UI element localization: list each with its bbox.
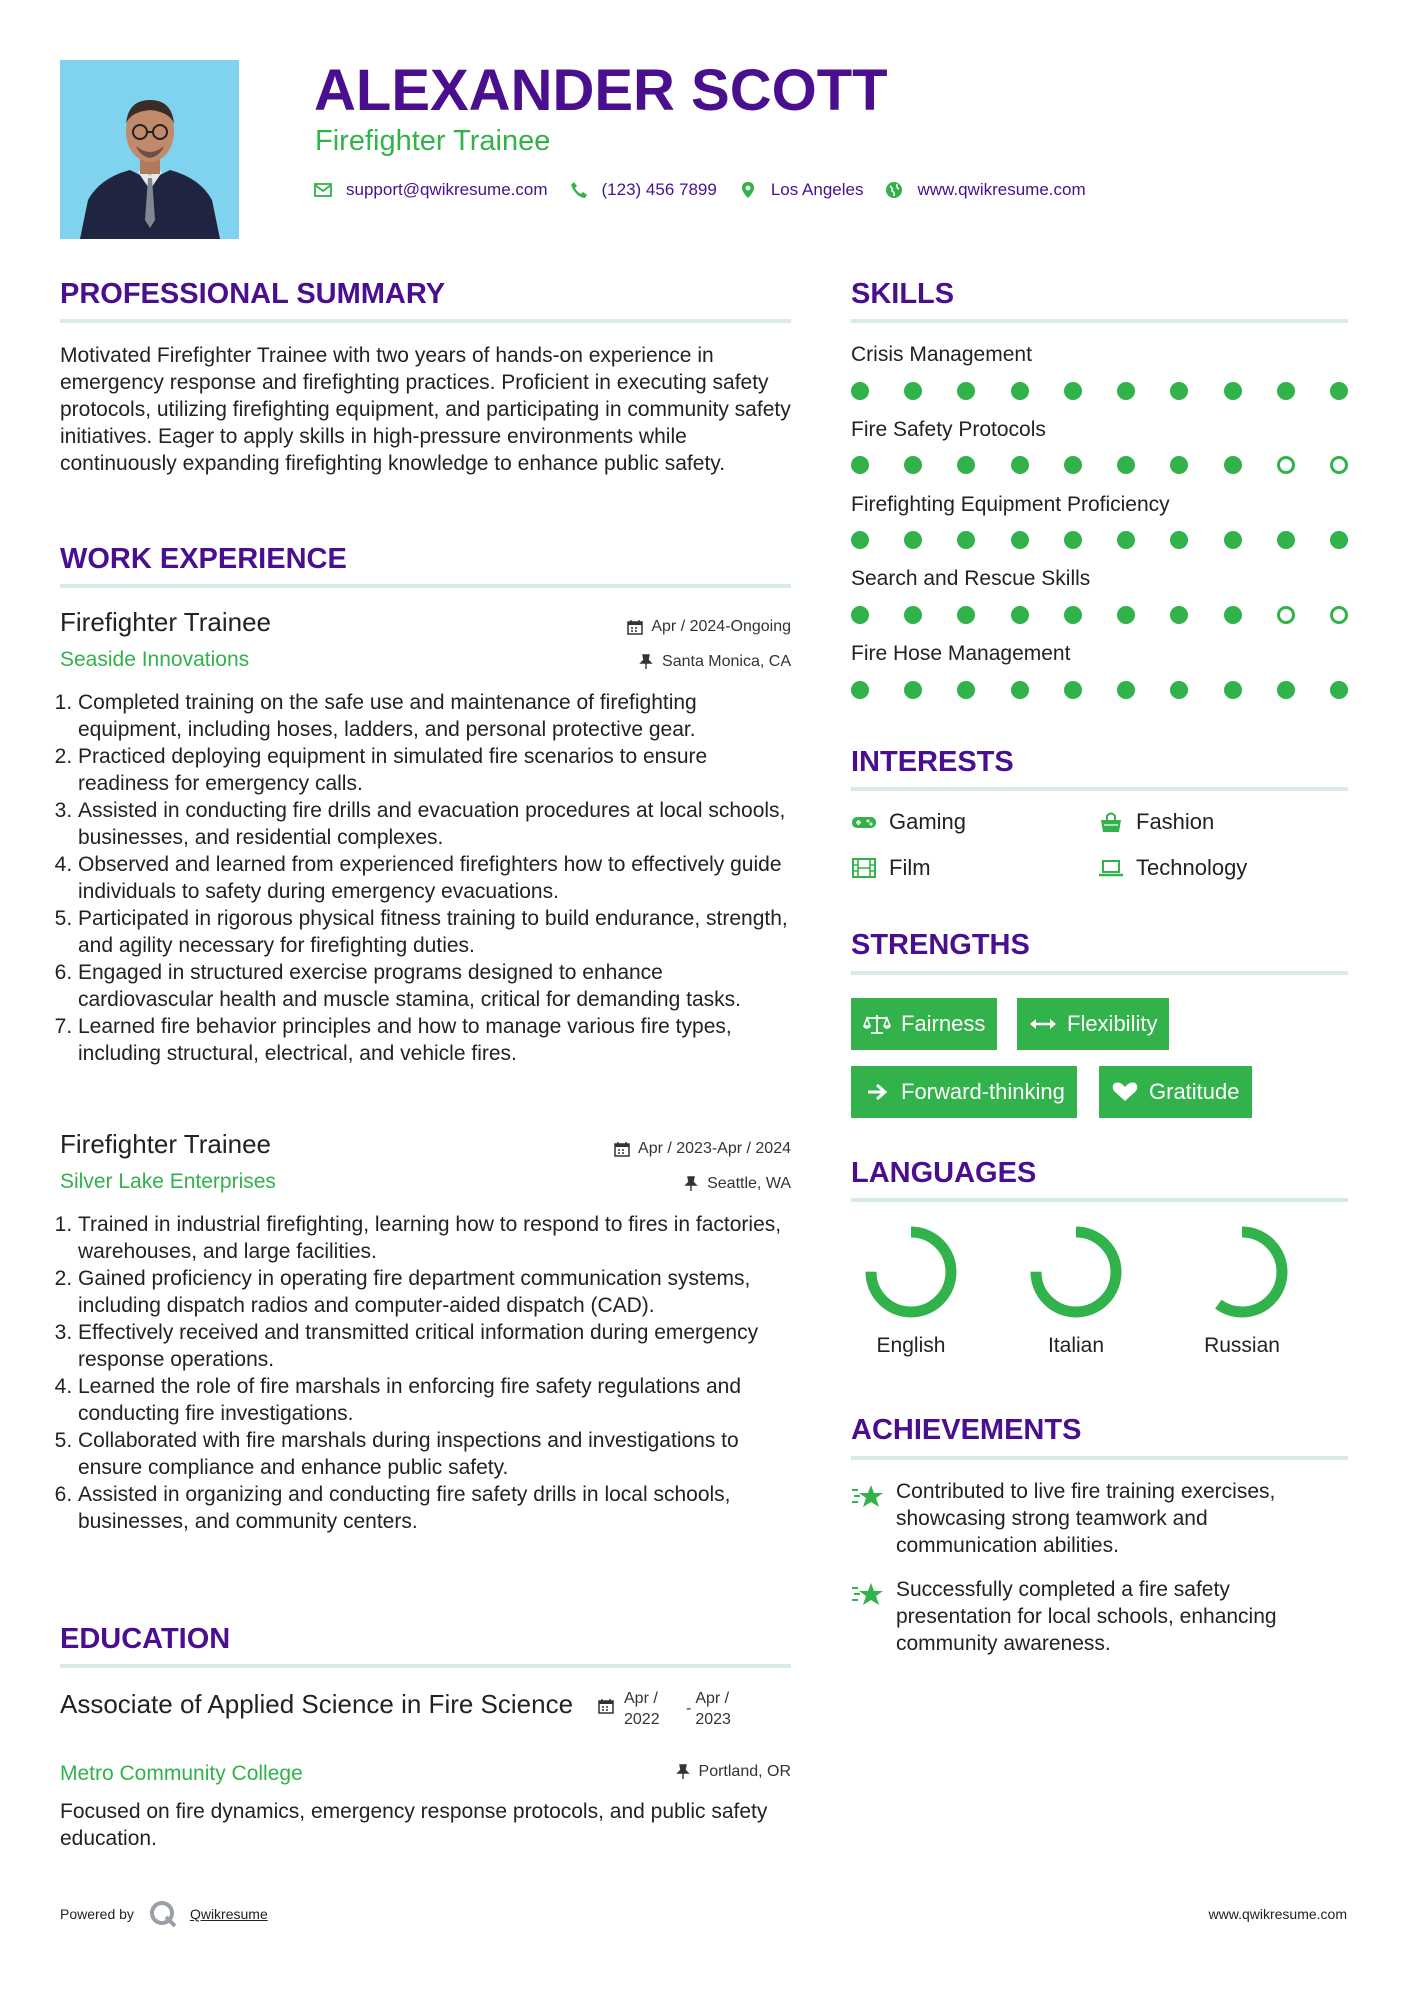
- location-text: Los Angeles: [770, 180, 864, 199]
- rating-dot-filled: [1011, 681, 1029, 699]
- rating-dot-filled: [1117, 606, 1135, 624]
- job-title: Firefighter Trainee: [60, 607, 271, 637]
- skill-name: Crisis Management: [851, 343, 1032, 366]
- rating-dot-filled: [1117, 382, 1135, 400]
- map-marker-icon: [739, 181, 757, 199]
- rating-dot-filled: [957, 606, 975, 624]
- skill-rating: [851, 606, 1348, 624]
- language-item: [856, 1224, 966, 1358]
- experience-heading: WORK EXPERIENCE: [60, 543, 347, 575]
- footer-website[interactable]: www.qwikresume.com: [1208, 1906, 1347, 1922]
- language-name: Italian: [1047, 1334, 1105, 1357]
- rating-dot-filled: [1117, 531, 1135, 549]
- email-text: support@qwikresume.com: [346, 180, 548, 199]
- brand-link[interactable]: Qwikresume: [189, 1906, 268, 1922]
- footer-powered-by: [60, 1899, 268, 1929]
- qwikresume-logo-icon: [148, 1899, 178, 1929]
- language-item: [1021, 1224, 1131, 1358]
- education-date: [598, 1688, 753, 1730]
- education-end: Apr / 2023: [695, 1690, 731, 1728]
- language-level-ring: [863, 1224, 959, 1320]
- interest-label: Fashion: [1136, 809, 1215, 834]
- list-item: 5. Collaborated with fire marshals during inspections and investigations to ensure compliance and enhance public safety.: [78, 1427, 800, 1481]
- list-item: 4. Learned the role of fire marshals in enforcing fire safety regulations and conducting fire investigations.: [78, 1373, 800, 1427]
- skill-name: Search and Rescue Skills: [851, 567, 1091, 590]
- list-item: 2. Gained proficiency in operating fire department communication systems, including dispatch radios and computer-aided dispatch (CAD).: [78, 1265, 800, 1319]
- job-title: Firefighter Trainee: [60, 1129, 271, 1159]
- laptop-icon: [1098, 857, 1124, 879]
- strength-label: Forward-thinking: [901, 1079, 1065, 1104]
- calendar-icon: [598, 1698, 614, 1714]
- rating-dot-filled: [851, 681, 869, 699]
- arrows-horizontal-icon: [1029, 1013, 1057, 1035]
- list-item: 7. Learned fire behavior principles and how to manage various fire types, including structural, electrical, and vehicle fires.: [78, 1013, 800, 1067]
- list-item: 3. Effectively received and transmitted critical information during emergency response operations.: [78, 1319, 800, 1373]
- rating-dot-filled: [1064, 456, 1082, 474]
- skill-rating: [851, 382, 1348, 400]
- achievement-text: Contributed to live fire training exercises, showcasing strong teamwork and communication abilities.: [896, 1480, 1276, 1557]
- contact-location: [739, 180, 864, 200]
- strength-badge: [1099, 1066, 1252, 1118]
- calendar-icon: [627, 619, 643, 635]
- rating-dot-filled: [1224, 382, 1242, 400]
- list-item: 4. Observed and learned from experienced firefighters how to effectively guide individuals to safety during emergency evacuations.: [78, 851, 800, 905]
- language-level-ring: [1028, 1224, 1124, 1320]
- profile-photo: [60, 60, 239, 239]
- rating-dot-filled: [1224, 681, 1242, 699]
- pushpin-icon: [675, 1764, 691, 1780]
- school-name: Metro Community College: [60, 1762, 303, 1785]
- contact-website[interactable]: [885, 180, 1085, 200]
- language-name: Russian: [1204, 1334, 1280, 1357]
- rating-dot-filled: [1064, 382, 1082, 400]
- rating-dot-filled: [1064, 531, 1082, 549]
- rating-dot-filled: [1170, 382, 1188, 400]
- language-name: English: [876, 1334, 946, 1357]
- rating-dot-filled: [851, 382, 869, 400]
- film-icon: [851, 857, 877, 879]
- job-location: [638, 652, 791, 672]
- job-date-text: Apr / 2023-Apr / 2024: [638, 1140, 791, 1157]
- avatar: [60, 60, 239, 239]
- section-divider: [60, 584, 791, 588]
- rating-dot-filled: [1170, 606, 1188, 624]
- candidate-name: ALEXANDER SCOTT: [314, 58, 888, 123]
- rating-dot-filled: [1224, 606, 1242, 624]
- skill-name: Firefighting Equipment Proficiency: [851, 493, 1170, 516]
- strength-badge: [1017, 998, 1169, 1050]
- strength-badge: [851, 1066, 1077, 1118]
- section-divider: [851, 1198, 1348, 1202]
- rating-dot-filled: [1011, 456, 1029, 474]
- rating-dot-filled: [1330, 681, 1348, 699]
- degree-title: Associate of Applied Science in Fire Science: [60, 1689, 574, 1719]
- interests-heading: INTERESTS: [851, 746, 1014, 778]
- list-item: 1. Completed training on the safe use and maintenance of firefighting equipment, including hoses, ladders, and personal protective gear.: [78, 689, 800, 743]
- rating-dot-filled: [851, 456, 869, 474]
- rating-dot-empty: [1277, 456, 1295, 474]
- candidate-title: Firefighter Trainee: [315, 125, 551, 157]
- job-bullets: [60, 689, 800, 1067]
- job-date: [627, 617, 791, 637]
- rating-dot-empty: [1330, 606, 1348, 624]
- rating-dot-filled: [851, 531, 869, 549]
- rating-dot-filled: [1117, 681, 1135, 699]
- contact-bar: [314, 178, 1108, 202]
- section-divider: [851, 787, 1348, 791]
- section-divider: [851, 971, 1348, 975]
- rating-dot-filled: [1277, 382, 1295, 400]
- list-item: 3. Assisted in conducting fire drills and evacuation procedures at local schools, businesses, and residential complexes.: [78, 797, 800, 851]
- job-date: [614, 1139, 791, 1159]
- calendar-icon: [614, 1141, 630, 1157]
- envelope-icon: [314, 181, 332, 199]
- education-start: Apr / 2022: [624, 1690, 660, 1728]
- rating-dot-filled: [1224, 531, 1242, 549]
- company-name: Silver Lake Enterprises: [60, 1170, 276, 1193]
- summary-text: Motivated Firefighter Trainee with two years of hands-on experience in emergency response and firefighting practices. Proficient in executing safety protocols, utilizing firefighting equipment, and participating in community safety initiatives. Eager to apply skills in high-pressure environments while continuously expanding firefighting knowledge to enhance public safety.: [60, 344, 791, 475]
- rating-dot-filled: [851, 606, 869, 624]
- job-bullets: [60, 1211, 800, 1535]
- rating-dot-filled: [904, 531, 922, 549]
- rating-dot-filled: [904, 382, 922, 400]
- section-divider: [851, 319, 1348, 323]
- rating-dot-filled: [1277, 531, 1295, 549]
- strength-badge: [851, 998, 997, 1050]
- rating-dot-filled: [1064, 606, 1082, 624]
- rating-dot-filled: [957, 456, 975, 474]
- gamepad-icon: [851, 811, 877, 833]
- job-location: [683, 1174, 791, 1194]
- rating-dot-filled: [957, 531, 975, 549]
- rating-dot-filled: [904, 681, 922, 699]
- star-medal-icon: [851, 1482, 885, 1510]
- rating-dot-filled: [1170, 531, 1188, 549]
- list-item: 1. Trained in industrial firefighting, learning how to respond to fires in factories, warehouses, and large facilities.: [78, 1211, 800, 1265]
- rating-dot-filled: [957, 382, 975, 400]
- rating-dot-filled: [1330, 382, 1348, 400]
- company-name: Seaside Innovations: [60, 648, 250, 671]
- section-divider: [60, 1664, 791, 1668]
- rating-dot-filled: [904, 606, 922, 624]
- rating-dot-filled: [1277, 681, 1295, 699]
- arrow-right-icon: [863, 1081, 891, 1103]
- education-heading: EDUCATION: [60, 1623, 231, 1655]
- interest-item: [851, 809, 966, 835]
- skill-rating: [851, 456, 1348, 474]
- interest-label: Film: [889, 855, 931, 880]
- contact-email[interactable]: [314, 180, 548, 200]
- rating-dot-filled: [1170, 456, 1188, 474]
- balance-scale-icon: [863, 1013, 891, 1035]
- strength-label: Flexibility: [1067, 1011, 1158, 1036]
- list-item: 6. Assisted in organizing and conducting fire safety drills in local schools, businesses, and community centers.: [78, 1481, 800, 1535]
- powered-by-text: Powered by: [60, 1906, 134, 1922]
- language-level-ring: [1194, 1224, 1290, 1320]
- rating-dot-empty: [1330, 456, 1348, 474]
- rating-dot-filled: [957, 681, 975, 699]
- skill-name: Fire Safety Protocols: [851, 418, 1046, 441]
- heart-icon: [1111, 1081, 1139, 1103]
- rating-dot-filled: [1170, 681, 1188, 699]
- rating-dot-filled: [1064, 681, 1082, 699]
- interest-label: Gaming: [889, 809, 967, 834]
- rating-dot-filled: [1117, 456, 1135, 474]
- rating-dot-empty: [1277, 606, 1295, 624]
- shopping-bag-icon: [1098, 811, 1124, 833]
- skill-rating: [851, 681, 1348, 699]
- job-date-text: Apr / 2024-Ongoing: [651, 618, 791, 635]
- pushpin-icon: [638, 654, 654, 670]
- education-location-text: Portland, OR: [698, 1763, 791, 1780]
- list-item: 2. Practiced deploying equipment in simulated fire scenarios to ensure readiness for emergency calls.: [78, 743, 800, 797]
- skill-name: Fire Hose Management: [851, 642, 1071, 665]
- interest-item: [1098, 809, 1214, 835]
- achievements-heading: ACHIEVEMENTS: [851, 1414, 1082, 1446]
- summary-heading: PROFESSIONAL SUMMARY: [60, 278, 446, 310]
- education-location: [675, 1762, 791, 1782]
- education-description: Focused on fire dynamics, emergency response protocols, and public safety education.: [60, 1800, 768, 1850]
- strengths-heading: STRENGTHS: [851, 929, 1030, 961]
- skill-rating: [851, 531, 1348, 549]
- globe-icon: [885, 181, 903, 199]
- list-item: 6. Engaged in structured exercise programs designed to enhance cardiovascular health and muscle stamina, critical for demanding tasks.: [78, 959, 800, 1013]
- phone-text: (123) 456 7899: [601, 180, 717, 199]
- language-item: [1187, 1224, 1297, 1358]
- rating-dot-filled: [1011, 382, 1029, 400]
- interest-item: [851, 855, 931, 881]
- rating-dot-filled: [1330, 531, 1348, 549]
- pushpin-icon: [683, 1176, 699, 1192]
- star-medal-icon: [851, 1580, 885, 1608]
- rating-dot-filled: [1011, 531, 1029, 549]
- skills-heading: SKILLS: [851, 278, 955, 310]
- list-item: 5. Participated in rigorous physical fitness training to build endurance, strength, and agility necessary for firefighting duties.: [78, 905, 800, 959]
- achievement-text: Successfully completed a fire safety presentation for local schools, enhancing community awareness.: [896, 1578, 1277, 1655]
- section-divider: [60, 319, 791, 323]
- interest-label: Technology: [1136, 855, 1248, 880]
- contact-phone[interactable]: [570, 180, 717, 200]
- job-location-text: Seattle, WA: [707, 1175, 791, 1192]
- rating-dot-filled: [1011, 606, 1029, 624]
- strength-label: Gratitude: [1149, 1079, 1240, 1104]
- languages-heading: LANGUAGES: [851, 1157, 1037, 1189]
- rating-dot-filled: [904, 456, 922, 474]
- phone-icon: [570, 181, 588, 199]
- rating-dot-filled: [1224, 456, 1242, 474]
- date-separator: -: [686, 1700, 692, 1717]
- strength-label: Fairness: [901, 1011, 986, 1036]
- section-divider: [851, 1456, 1348, 1460]
- interest-item: [1098, 855, 1247, 881]
- website-text: www.qwikresume.com: [917, 180, 1086, 199]
- job-location-text: Santa Monica, CA: [662, 653, 791, 670]
